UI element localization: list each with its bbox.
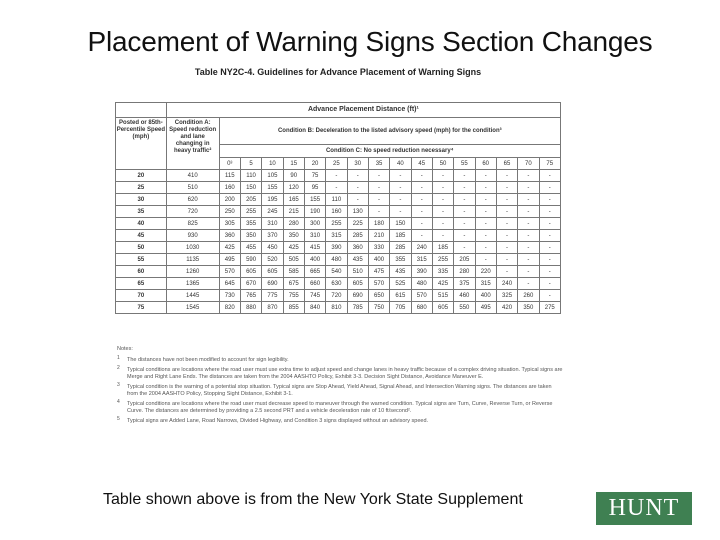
distance-cell: 255 <box>326 218 347 230</box>
distance-cell: 400 <box>304 254 325 266</box>
distance-cell: 675 <box>283 278 304 290</box>
distance-cell: 450 <box>262 242 283 254</box>
note-text: Typical condition is the warning of a potential stop situation. Typical signs are Stop Ahead, Yield Ahead, Signal Ahead, and Intersection Warning signs. The distances are taken from the 2004 AASHTO Policy, Stopping Sight Distance, Exhibit 3-1. <box>127 384 552 397</box>
distance-cell: - <box>454 170 475 182</box>
posted-speed-cell: 40 <box>116 218 167 230</box>
distance-cell: - <box>347 194 368 206</box>
distance-cell: 225 <box>347 218 368 230</box>
distance-cell: 120 <box>283 182 304 194</box>
distance-cell: 670 <box>240 278 261 290</box>
condition-a-cell: 1545 <box>166 302 219 314</box>
distance-cell: - <box>432 194 453 206</box>
table-row <box>116 266 561 278</box>
distance-cell: 590 <box>240 254 261 266</box>
distance-cell: 750 <box>368 302 389 314</box>
distance-cell: 630 <box>326 278 347 290</box>
posted-speed-cell: 55 <box>116 254 167 266</box>
advisory-speed-header-cell: 30 <box>347 158 368 170</box>
distance-cell: - <box>518 230 539 242</box>
condition-a-cell: 1030 <box>166 242 219 254</box>
distance-cell: 190 <box>304 206 325 218</box>
distance-cell: 310 <box>304 230 325 242</box>
note-item <box>117 418 563 425</box>
distance-cell: 360 <box>347 242 368 254</box>
distance-cell: 390 <box>411 266 432 278</box>
distance-cell: 390 <box>326 242 347 254</box>
advisory-speed-header-cell: 45 <box>411 158 432 170</box>
condition-a-cell: 510 <box>166 182 219 194</box>
distance-cell: 755 <box>283 290 304 302</box>
condition-a-cell: 1445 <box>166 290 219 302</box>
distance-cell: - <box>475 170 496 182</box>
distance-cell: - <box>518 254 539 266</box>
distance-cell: - <box>454 206 475 218</box>
distance-cell: 820 <box>219 302 240 314</box>
distance-cell: 280 <box>283 218 304 230</box>
distance-cell: - <box>432 230 453 242</box>
posted-speed-cell: 35 <box>116 206 167 218</box>
distance-cell: 220 <box>475 266 496 278</box>
distance-cell: - <box>368 170 389 182</box>
warning-sign-placement-table <box>115 102 561 314</box>
distance-cell: 680 <box>411 302 432 314</box>
distance-cell: 745 <box>304 290 325 302</box>
distance-cell: - <box>539 242 560 254</box>
distance-cell: 325 <box>496 290 517 302</box>
distance-cell: 155 <box>304 194 325 206</box>
distance-cell: - <box>518 218 539 230</box>
distance-cell: - <box>518 242 539 254</box>
distance-cell: 605 <box>240 266 261 278</box>
note-text: Typical conditions are locations where the road user must decrease speed to maneuver through the warned condition. Typical signs are Turn, Curve, Reverse Turn, or Reverse Curve. The distances are determined by providing a 2.5 second PRT and a vehicle deceleration rate of 10 ft/second². <box>127 401 553 414</box>
distance-cell: - <box>368 206 389 218</box>
distance-cell: 255 <box>240 206 261 218</box>
distance-cell: - <box>539 206 560 218</box>
distance-cell: 660 <box>304 278 325 290</box>
distance-cell: - <box>454 230 475 242</box>
table-row <box>116 230 561 242</box>
distance-cell: 75 <box>304 170 325 182</box>
distance-cell: - <box>454 194 475 206</box>
distance-cell: - <box>454 242 475 254</box>
header-condition-c: Condition C: No speed reduction necessary⁴ <box>219 145 560 158</box>
posted-speed-cell: 60 <box>116 266 167 278</box>
distance-cell: 570 <box>219 266 240 278</box>
note-text: Typical conditions are locations where the road user must use extra time to adjust speed and change lanes in heavy traffic because of a complex driving situation. Typical signs are Merge and Right Lane Ends. The distances are taken from the 2004 AASHTO Policy, Exhibit 3-3. Decision Sight Distance, Avoidance Maneuver E. <box>127 367 563 380</box>
distance-cell: 425 <box>432 278 453 290</box>
distance-cell: 615 <box>390 290 411 302</box>
header-advance-placement: Advance Placement Distance (ft)¹ <box>166 103 560 118</box>
condition-a-cell: 410 <box>166 170 219 182</box>
distance-cell: - <box>475 182 496 194</box>
distance-cell: - <box>539 230 560 242</box>
distance-cell: 605 <box>347 278 368 290</box>
distance-cell: 525 <box>390 278 411 290</box>
distance-cell: - <box>539 218 560 230</box>
distance-cell: - <box>411 230 432 242</box>
distance-cell: 435 <box>347 254 368 266</box>
distance-cell: 705 <box>390 302 411 314</box>
table-row <box>116 254 561 266</box>
distance-cell: 460 <box>454 290 475 302</box>
distance-cell: 585 <box>283 266 304 278</box>
posted-speed-cell: 75 <box>116 302 167 314</box>
advisory-speed-header-cell: 0³ <box>219 158 240 170</box>
distance-cell: 435 <box>390 266 411 278</box>
distance-cell: 480 <box>326 254 347 266</box>
distance-cell: 105 <box>262 170 283 182</box>
advisory-speed-header-cell: 10 <box>262 158 283 170</box>
distance-cell: 425 <box>283 242 304 254</box>
distance-cell: - <box>411 170 432 182</box>
distance-cell: 180 <box>368 218 389 230</box>
distance-cell: 515 <box>432 290 453 302</box>
note-number: 2 <box>117 365 120 371</box>
distance-cell: 350 <box>518 302 539 314</box>
distance-cell: 240 <box>411 242 432 254</box>
distance-cell: 160 <box>219 182 240 194</box>
distance-cell: 205 <box>240 194 261 206</box>
distance-cell: 200 <box>219 194 240 206</box>
distance-cell: 150 <box>240 182 261 194</box>
note-number: 1 <box>117 355 120 361</box>
distance-cell: - <box>432 218 453 230</box>
advisory-speed-header-cell: 55 <box>454 158 475 170</box>
table-caption: Table NY2C-4. Guidelines for Advance Placement of Warning Signs <box>194 67 482 77</box>
distance-cell: 185 <box>390 230 411 242</box>
note-item <box>117 367 563 381</box>
distance-cell: 315 <box>475 278 496 290</box>
advisory-speed-header-cell: 5 <box>240 158 261 170</box>
distance-cell: - <box>518 266 539 278</box>
advisory-speed-header-cell: 50 <box>432 158 453 170</box>
table-notes <box>117 346 563 428</box>
distance-cell: 870 <box>262 302 283 314</box>
table-corner-cell <box>116 103 167 118</box>
table-row <box>116 170 561 182</box>
condition-a-cell: 930 <box>166 230 219 242</box>
distance-cell: - <box>411 206 432 218</box>
distance-cell: - <box>496 254 517 266</box>
distance-cell: 650 <box>368 290 389 302</box>
distance-cell: - <box>539 194 560 206</box>
distance-cell: - <box>496 170 517 182</box>
distance-cell: 425 <box>219 242 240 254</box>
distance-cell: 505 <box>283 254 304 266</box>
distance-cell: - <box>518 194 539 206</box>
condition-a-cell: 825 <box>166 218 219 230</box>
distance-cell: 455 <box>240 242 261 254</box>
distance-cell: - <box>496 206 517 218</box>
distance-cell: 570 <box>368 278 389 290</box>
distance-cell: 275 <box>539 302 560 314</box>
slide-title: Placement of Warning Signs Section Changes <box>87 26 653 57</box>
notes-heading: Notes: <box>117 346 133 352</box>
distance-cell: - <box>496 230 517 242</box>
distance-cell: - <box>475 242 496 254</box>
distance-cell: 495 <box>219 254 240 266</box>
advisory-speed-header-cell: 75 <box>539 158 560 170</box>
distance-cell: 480 <box>411 278 432 290</box>
distance-cell: 250 <box>219 206 240 218</box>
distance-cell: - <box>518 170 539 182</box>
distance-cell: - <box>411 194 432 206</box>
table-row <box>116 206 561 218</box>
distance-cell: - <box>347 182 368 194</box>
distance-cell: - <box>518 182 539 194</box>
distance-cell: 240 <box>496 278 517 290</box>
distance-cell: 605 <box>432 302 453 314</box>
posted-speed-cell: 20 <box>116 170 167 182</box>
advisory-speed-header-cell: 15 <box>283 158 304 170</box>
distance-cell: - <box>454 182 475 194</box>
distance-cell: 110 <box>326 194 347 206</box>
distance-cell: 350 <box>283 230 304 242</box>
advisory-speed-header-cell: 70 <box>518 158 539 170</box>
distance-cell: 785 <box>347 302 368 314</box>
distance-cell: 130 <box>347 206 368 218</box>
distance-cell: 305 <box>219 218 240 230</box>
note-number: 5 <box>117 416 120 422</box>
notes-list <box>117 357 563 425</box>
distance-cell: 155 <box>262 182 283 194</box>
distance-cell: 605 <box>262 266 283 278</box>
distance-cell: - <box>390 206 411 218</box>
note-number: 4 <box>117 399 120 405</box>
distance-cell: 330 <box>368 242 389 254</box>
distance-cell: 375 <box>454 278 475 290</box>
distance-cell: 195 <box>262 194 283 206</box>
distance-cell: - <box>539 182 560 194</box>
distance-cell: 495 <box>475 302 496 314</box>
distance-cell: 370 <box>262 230 283 242</box>
distance-cell: 285 <box>390 242 411 254</box>
distance-cell: - <box>539 266 560 278</box>
note-text: The distances have not been modified to account for sign legibility. <box>127 357 289 363</box>
distance-cell: - <box>432 170 453 182</box>
hunt-logo: HUNT <box>596 492 692 525</box>
distance-cell: 400 <box>368 254 389 266</box>
distance-cell: 185 <box>432 242 453 254</box>
distance-cell: - <box>496 218 517 230</box>
distance-cell: 280 <box>454 266 475 278</box>
distance-cell: 775 <box>262 290 283 302</box>
distance-cell: - <box>432 206 453 218</box>
distance-cell: - <box>475 194 496 206</box>
distance-cell: - <box>432 182 453 194</box>
distance-cell: 475 <box>368 266 389 278</box>
posted-speed-cell: 45 <box>116 230 167 242</box>
distance-cell: 840 <box>304 302 325 314</box>
condition-a-cell: 1365 <box>166 278 219 290</box>
table-row <box>116 302 561 314</box>
distance-cell: 300 <box>304 218 325 230</box>
distance-cell: - <box>368 182 389 194</box>
distance-cell: 165 <box>283 194 304 206</box>
distance-cell: 95 <box>304 182 325 194</box>
posted-speed-cell: 25 <box>116 182 167 194</box>
distance-cell: - <box>475 218 496 230</box>
distance-cell: 255 <box>432 254 453 266</box>
distance-cell: - <box>390 170 411 182</box>
distance-cell: 420 <box>496 302 517 314</box>
advisory-speed-header-cell: 25 <box>326 158 347 170</box>
table-body <box>116 170 561 314</box>
posted-speed-cell: 50 <box>116 242 167 254</box>
advisory-speed-header-cell: 35 <box>368 158 389 170</box>
distance-cell: 810 <box>326 302 347 314</box>
condition-a-cell: 1135 <box>166 254 219 266</box>
distance-cell: - <box>539 170 560 182</box>
distance-cell: - <box>454 218 475 230</box>
distance-cell: 115 <box>219 170 240 182</box>
condition-a-cell: 620 <box>166 194 219 206</box>
distance-cell: - <box>326 182 347 194</box>
distance-cell: 150 <box>390 218 411 230</box>
distance-cell: 520 <box>262 254 283 266</box>
posted-speed-cell: 65 <box>116 278 167 290</box>
distance-cell: 765 <box>240 290 261 302</box>
condition-a-cell: 1260 <box>166 266 219 278</box>
distance-cell: 355 <box>390 254 411 266</box>
distance-cell: 110 <box>240 170 261 182</box>
distance-cell: 355 <box>240 218 261 230</box>
distance-cell: 215 <box>283 206 304 218</box>
distance-cell: 730 <box>219 290 240 302</box>
distance-cell: 510 <box>347 266 368 278</box>
distance-cell: - <box>475 254 496 266</box>
header-condition-a: Condition A: Speed reduction and lane changing in heavy traffic² <box>166 118 219 170</box>
table-row <box>116 290 561 302</box>
distance-cell: 315 <box>411 254 432 266</box>
distance-cell: 880 <box>240 302 261 314</box>
note-text: Typical signs are Added Lane, Road Narrows, Divided Highway, and Condition 3 signs displayed without an advisory speed. <box>127 418 429 424</box>
distance-cell: - <box>539 278 560 290</box>
distance-cell: - <box>347 170 368 182</box>
distance-cell: - <box>411 182 432 194</box>
distance-cell: 550 <box>454 302 475 314</box>
distance-cell: 285 <box>347 230 368 242</box>
posted-speed-cell: 70 <box>116 290 167 302</box>
distance-cell: - <box>390 194 411 206</box>
advisory-speed-header-cell: 20 <box>304 158 325 170</box>
distance-cell: - <box>539 254 560 266</box>
table-row <box>116 194 561 206</box>
distance-cell: 245 <box>262 206 283 218</box>
distance-cell: - <box>518 278 539 290</box>
note-item <box>117 384 563 398</box>
distance-cell: 645 <box>219 278 240 290</box>
distance-cell: - <box>496 242 517 254</box>
distance-cell: 260 <box>518 290 539 302</box>
distance-cell: 400 <box>475 290 496 302</box>
condition-a-cell: 720 <box>166 206 219 218</box>
distance-cell: 720 <box>326 290 347 302</box>
distance-cell: 160 <box>326 206 347 218</box>
advisory-speed-header-cell: 40 <box>390 158 411 170</box>
header-condition-b: Condition B: Deceleration to the listed advisory speed (mph) for the condition³ <box>219 118 560 145</box>
distance-cell: - <box>390 182 411 194</box>
distance-cell: 665 <box>304 266 325 278</box>
distance-cell: - <box>518 206 539 218</box>
distance-cell: - <box>326 170 347 182</box>
header-posted-speed: Posted or 85th-Percentile Speed (mph) <box>116 118 167 170</box>
posted-speed-cell: 30 <box>116 194 167 206</box>
distance-cell: 335 <box>432 266 453 278</box>
distance-cell: - <box>475 206 496 218</box>
distance-cell: - <box>411 218 432 230</box>
distance-cell: 570 <box>411 290 432 302</box>
distance-cell: 350 <box>240 230 261 242</box>
footer-caption: Table shown above is from the New York State Supplement <box>103 491 523 508</box>
distance-cell: 90 <box>283 170 304 182</box>
distance-cell: 360 <box>219 230 240 242</box>
distance-cell: - <box>496 266 517 278</box>
table-row <box>116 242 561 254</box>
distance-cell: - <box>496 194 517 206</box>
distance-cell: 415 <box>304 242 325 254</box>
distance-cell: 315 <box>326 230 347 242</box>
distance-cell: - <box>539 290 560 302</box>
distance-cell: - <box>475 230 496 242</box>
table-row <box>116 218 561 230</box>
advisory-speed-header-cell: 65 <box>496 158 517 170</box>
advisory-speed-header-cell: 60 <box>475 158 496 170</box>
distance-cell: - <box>496 182 517 194</box>
distance-cell: 210 <box>368 230 389 242</box>
distance-cell: 310 <box>262 218 283 230</box>
distance-cell: 690 <box>347 290 368 302</box>
distance-cell: 205 <box>454 254 475 266</box>
distance-cell: 540 <box>326 266 347 278</box>
distance-cell: 690 <box>262 278 283 290</box>
note-number: 3 <box>117 382 120 388</box>
table-row <box>116 278 561 290</box>
table-row <box>116 182 561 194</box>
note-item <box>117 401 563 415</box>
distance-cell: 855 <box>283 302 304 314</box>
distance-cell: - <box>368 194 389 206</box>
note-item <box>117 357 563 364</box>
